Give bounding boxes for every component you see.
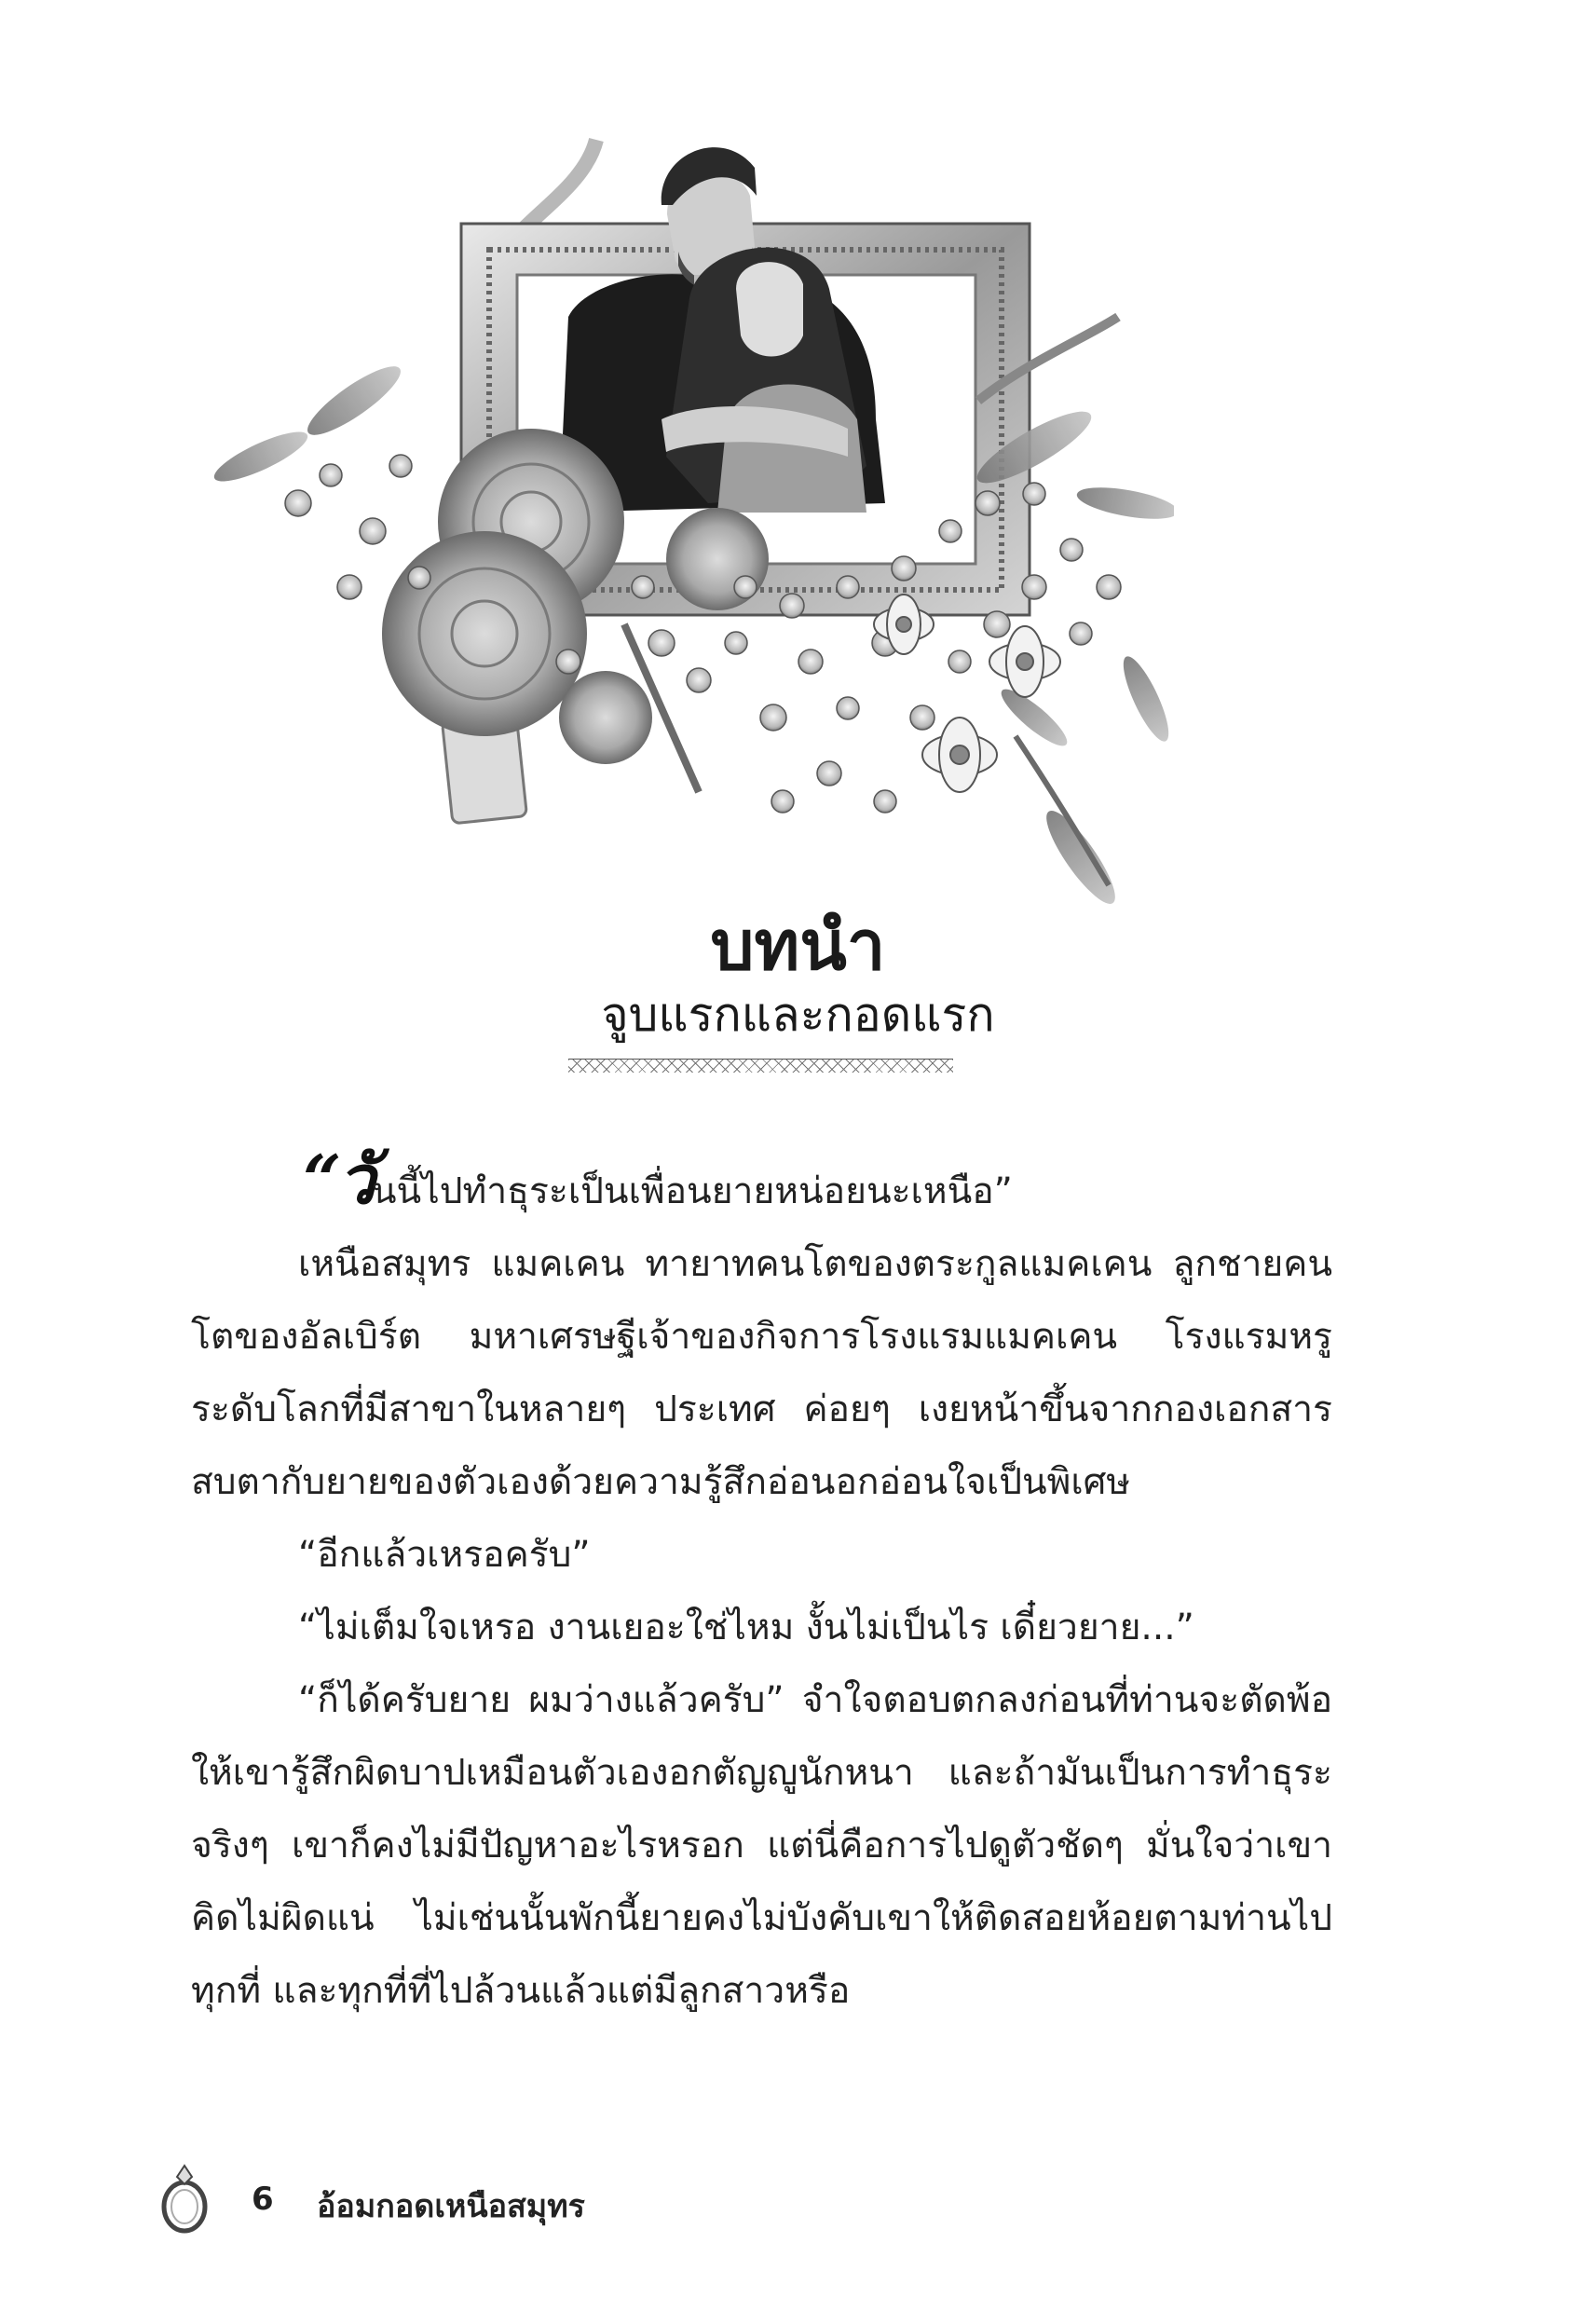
paragraph-text: นนี้ไปทำธุระเป็นเพื่อนยายหน่อยนะเหนือ” bbox=[371, 1170, 1013, 1212]
chapter-title: บทนำ bbox=[710, 906, 886, 986]
paragraph-1 bbox=[191, 1140, 1332, 1228]
paragraph-2: เหนือสมุทร แมคเคน ทายาทคนโตของตระกูลแมคเคน ลูกชายคนโตของอัลเบิร์ต มหาเศรษฐีเจ้าของกิจการโรงแรมแมคเคน โรงแรมหรูระดับโลกที่มีสาขาในหลายๆ ประเทศ ค่อยๆ เงยหน้าขึ้นจากกองเอกสาร สบตากับยายของตัวเองด้วยความรู้สึกอ่อนอกอ่อนใจเป็นพิเศษ bbox=[191, 1243, 1332, 1503]
chapter-subtitle: จูบแรกและกอดแรก bbox=[601, 988, 995, 1042]
paragraph-3: “อีกแล้วเหรอครับ” bbox=[298, 1534, 591, 1576]
paragraph-4: “ไม่เต็มใจเหรอ งานเยอะใช่ไหม งั้นไม่เป็นไร เดี๋ยวยาย...” bbox=[298, 1607, 1194, 1648]
ornamental-divider bbox=[568, 1059, 953, 1073]
paragraph-5: “ก็ได้ครับยาย ผมว่างแล้วครับ” จำใจตอบตกลงก่อนที่ท่านจะตัดพ้อให้เขารู้สึกผิดบาปเหมือนตัวเองอกตัญญูนักหนา และถ้ามันเป็นการทำธุระจริงๆ เขาก็คงไม่มีปัญหาอะไรหรอก แต่นี่คือการไปดูตัวชัดๆ มั่นใจว่าเขาคิดไม่ผิดแน่ ไม่เช่นนั้นพักนี้ยายคงไม่บังคับเขาให้ติดสอยห้อยตามท่านไปทุกที่ และทุกที่ที่ไปล้วนแล้วแต่มีลูกสาวหรือ bbox=[191, 1679, 1332, 2012]
body-text bbox=[191, 1140, 1332, 2028]
page-number: 6 bbox=[252, 2181, 274, 2218]
book-title: อ้อมกอดเหนือสมุทร bbox=[317, 2188, 585, 2225]
ring-icon bbox=[158, 2160, 211, 2235]
drop-cap: “วั bbox=[303, 1140, 372, 1219]
couple-flowers-illustration bbox=[140, 65, 1174, 1006]
